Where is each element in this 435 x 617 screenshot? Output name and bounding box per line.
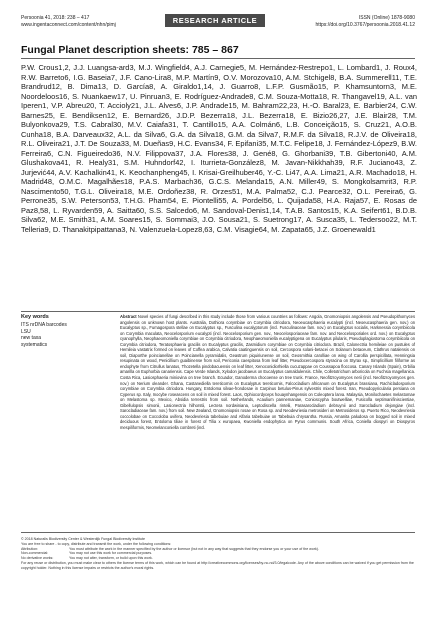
journal-ids — [315, 15, 415, 28]
keyword: systematics — [21, 341, 48, 348]
licence-intro: You are free to share - to copy, distribute and transmit the work, under the following conditions: — [21, 541, 172, 546]
keyword: new taxa — [21, 335, 42, 342]
title-divider — [21, 58, 415, 59]
licence-desc: You must attribute the work in the manner specified by the author or licensor (but not in any way that suggests that they endorse you or your use of the work). — [69, 546, 319, 551]
author-divider — [21, 311, 415, 312]
author-list: P.W. Crous1,2, J.J. Luangsa-ard3, M.J. Wingfield4, A.J. Carnegie5, M. Hernández-Restrepo1, L. Lombard1, J. Roux4, R.W. Barreto6, I.G. Baseia7, J.F. Cano-Lira8, M.P. Martín9, O.V. Morozova10, A.M. Stchigel8, B.A. Summerell11, T.E. Brandrud12, B. Dima13, D. García8, A. Giraldo1,14, J. Guarro8, L.F.P. Gusmão15, P. Khamsuntorn3, M.E. Noordeloos16, S. Nuankaew17, U. Pinruan3, E. Rodríguez-Andrade8, C.M. Souza-Motta18, R. Thangavel19, A.L. van Iperen1, V.P. Abreu20, T. Accioly21, J.L. Alves6, J.P. Andrade15, M. Bahram22,23, H.-O. Baral23, E. Barbier24, C.W. Barnes25, E. Bendiksen12, E. Bernard26, J.D.P. Bezerra18, J.L. Bezerra18, E. Bizio26,27, J.E. Blair28, T.M. Bulyonkova29, T.S. Cabral30, M.V. Caiafa31, T. Cantillo15, A.A. Colmán6, L.B. Conceição15, S. Cruz21, A.O.B. Cunha18, B.A. Darveaux32, A.L. da Silva6, G.A. da Silva18, G.M. da Silva7, R.M.F. da Silva18, R.J.V. de Oliveira18, R.L. Oliveira21, J.T. De Souza33, M. Dueñas9, H.C. Evans34, F. Epifani35, M.T.C. Felipe18, J. Fernández-López9, B.W. Ferreira6, C.N. Figueiredo36, N.V. Filippova37, J.A. Flores38, J. Gené8, G. Ghorbani39, T.B. Gibertoni40, A.M. Glushakova41, R. Healy31, S.M. Huhndorf42, I. Iturrieta-González8, M. Javan-Nikkhah39, R.F. Juciano43, Z. Jurjević44, A.V. Kachalkin41, K. Keochanpheng45, I. Krisai-Greilhuber46, Y.-C. Li47, A.A. Lima21, A.R. Machado18, H. Madrid48, O.M.C. Magalhães18, P.A.S. Marbach36, G.C.S. Melanda15, A.N. Miller49, S. Mongkolsamrit3, R.P. Nascimento50, T.G.L. Oliveira18, M.E. Ordoñez38, R. Orzes51, M.A. Palma52, C.J. Pearce32, O.L. Pereira6, G. Perrone35, S.W. Peterson53, T.H.G. Pham54, E. Piontelli55, A. Pordel56, L. Quijada58, H.A. Raja57, E. Rosas de Paz8,58, L. Ryvarden59, A. Saitta60, S.S. Salcedo6, M. Sandoval-Denis1,14, T.A.B. Santos15, K.A. Seifert61, B.D.B. Silva62, M.E. Smith31, A.M. Soares15, S. Sommai3, J.O. Sousa21, S. Suetrong17, A. Susca35, L. Tedersoo22, M.T. Telleria9, D. Thanakitpipattana3, N. Valenzuela-Lopez8,63, C.M. Visagie64, M. Zapata65, J.Z. Groenewald1 — [21, 63, 417, 234]
article-type-badge: RESEARCH ARTICLE — [165, 14, 265, 27]
licence-term: No derivative works: — [21, 556, 54, 561]
licence-term: Non-commercial: — [21, 551, 49, 556]
issn: ISSN (Online) 1878-9080 — [358, 15, 415, 21]
keyword: ITS nrDNA barcodes — [21, 322, 67, 328]
keywords-list — [21, 322, 67, 348]
keywords-heading: Key words — [21, 314, 49, 320]
paper-title: Fungal Planet description sheets: 785 – 867 — [21, 44, 239, 56]
licence-term: Attribution: — [21, 546, 39, 551]
copyright-line: © 2018 Naturalis Biodiversity Center & Westerdijk Fungal Biodiversity Institute — [21, 537, 146, 541]
journal-header — [21, 15, 116, 28]
licence-desc: You may not use this work for commercial purposes. — [69, 551, 153, 556]
abstract-text: Novel species of fungi described in this study include those from various countries as follows: Angola, Gnomoniopsis angolensis and Pseudopithomyces angolensis on unknown host plants. Australia, Dothiora corymbiae on Corymbia citriodora, Neoeucasphaeria eucalypti (incl. Neoeucasphaeria gen. nov.) on Eucalyptus sp., Fumagospora stellae on Eucalyptus sp., Fusculina eucalyptorum (incl. Fusculinaceae fam. nov.) on Eucalyptus socialis, Harknessia corymbiicola on Corymbia maculata, Neocelosporium eucalypti (incl. Neocelosporium gen. nov., Neocelosporiaceae fam. nov. and Neocelosporiales ord. nov.) on Eucalyptus cyanophylla, Neophaeomoniella corymbiae on Corymbia citriodora, Neophaeomoniella eucalyptigena on Eucalyptus pilularis, Pseudoplagiostoma corymbiicola on Corymbia citriodora, Teratosphaeria gracilis on Eucalyptus gracilis, Zasmidium corymbiae on Corymbia citriodora. Brazil, Calonectria hemileiae on pustules of Hemileia vastatrix formed on leaves of Coffea arabica, Calvatia caatinguensis on soil, Cercospora solani-betacei on Solanum betaceum, Clathrus natalensis on soil, Diaporthe poincianellae on Poincianella pyramidalis, Geastrum piquiriunense on soil, Geosmithia carolliae on wing of Carollia perspicillata, Henningsia resupinata on wood, Penicillium guaibinense from soil, Periconia caespitosa from leaf litter, Pseudocercospora styracina on Styrax sp., Simplicillium filiforme as endophyte from Citrullus lanatus, Thozetella pindobacuensis on leaf litter, Xenoconidiorhiella cucuzappae on Coussapoa floccosa. Canary Islands (Spain), Orbilia amarilla on Euphorbia canariensis. Cape Verde Islands, Xylodon jacobaeus on Eucalyptus camaldulensis. Chile, Colletotrichum arboricola on Fuchsia magellanica. Costa Rica, Lasiosphaeria miniovina on tree branch. Ecuador, Ganoderma chocoense on tree trunk. France, Neofitzroyomyces nerii (incl. Neofitzroyomyces gen. nov.) on Nerium oleander. Ghana, Castanediella tereticornis on Eucalyptus tereticornis, Falcocladium africanum on Eucalyptus brassiana, Rachicladosporium corymbiae on Corymbia citriodora. Hungary, Entoloma silvae-frondosae in Carpinus betulus-Pinus sylvestris mixed forest. Iran, Pseudopyricularia persiana on Cyperus sp. Italy, Inocybe roseascens on soil in mixed forest. Laos, Ophiocordyceps houaynhangensis on Coleoptera larva. Malaysia, Monilochaetes melastomae on Melastoma sp. Mexico, Absidia terrestris from soil. Netherlands, Acaulium pannemaniae, Conioscypha boutwelliae, Fusicolla septimanifiniscientiae, Gibellulopsis simonii, Lasionectria hilhorstii, Lectera nordwiniana, Leptodiscella rintelii, Parasarocladium debruynii and Sarocladium dejongiae (incl. Sarocladiaceae fam. nov.) from soil. New Zealand, Gnomoniopsis rosae on Rosa sp. and Neodevriesia metrosideri on Metrosideros sp. Puerto Rico, Neodevriesia coccolobae on Coccoloba uvifera, Neodevriesia tabebuiae and Alfaria tabebuiae on Tabebuia chrysantha. Russia, Amanita paludosa on bogged soil in mixed deciduous forest, Entoloma tiliae in forest of Tilia x europaea, Kwoniella endophytica on Pyrus communis. South Africa, Coniella diospyri on Diospyros mespiliformis, Neomelanconiella combreti (incl. — [120, 314, 415, 430]
abstract — [120, 314, 415, 529]
licence-desc: You may not alter, transform, or build upon this work. — [69, 556, 153, 561]
footer-divider — [21, 532, 415, 533]
licence-note: For any reuse or distribution, you must make clear to others the license terms of this work, which can be found at http://creativecommons.org/licenses/by-nc-nd/3.0/legalcode. Any of the above conditions can be waived if you get permission from the copyright holder. Nothing in this license impairs or restricts the author's moral rights. — [21, 560, 414, 570]
doi-link[interactable]: https://doi.org/10.3767/persoonia.2018.41.12 — [315, 21, 415, 28]
licence-footer — [21, 537, 415, 607]
journal-citation: Persoonia 41, 2018: 238 – 417 — [21, 15, 90, 21]
keyword: LSU — [21, 328, 31, 335]
abstract-label: Abstract — [120, 314, 137, 319]
journal-url[interactable]: www.ingentaconnect.com/content/nhn/pimj — [21, 21, 116, 28]
